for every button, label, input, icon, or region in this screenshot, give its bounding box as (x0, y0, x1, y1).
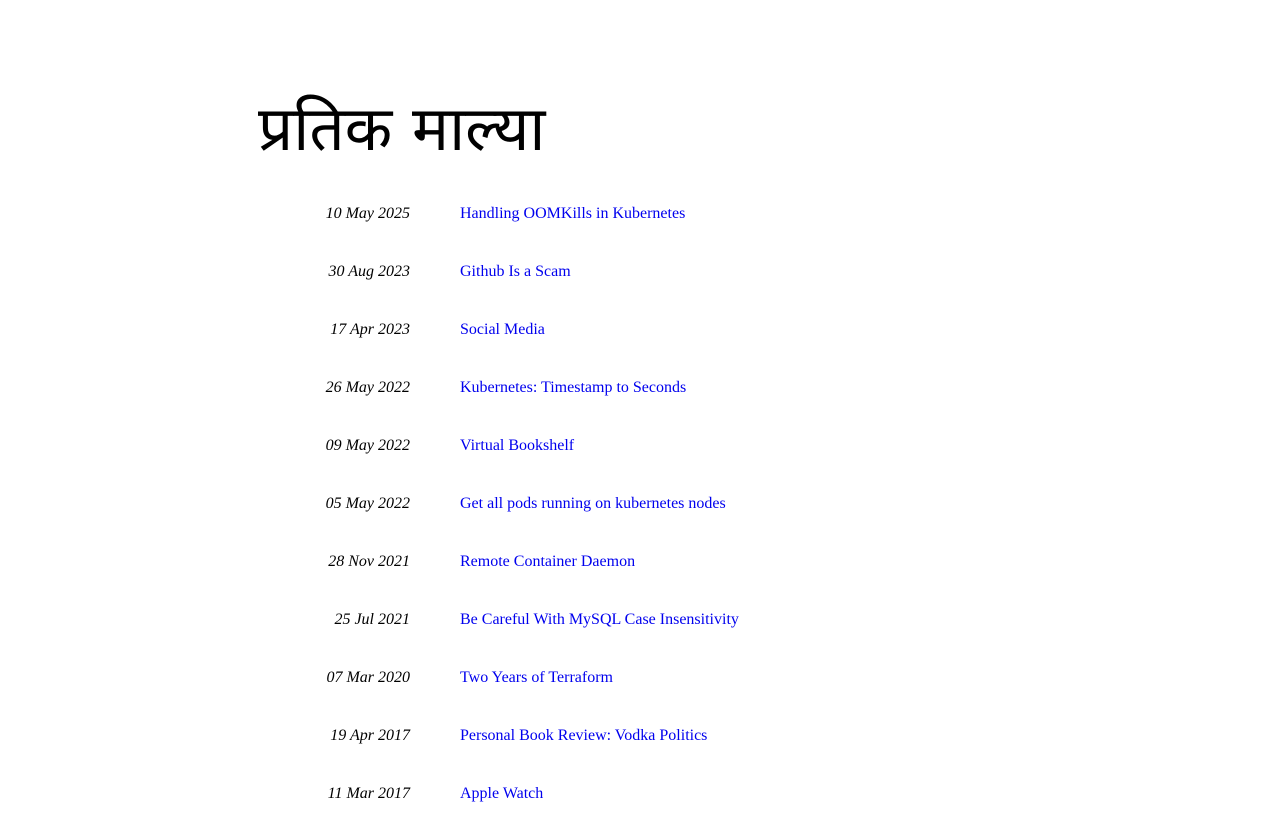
post-link[interactable]: Get all pods running on kubernetes nodes (460, 495, 726, 512)
post-link[interactable]: Two Years of Terraform (460, 669, 613, 686)
post-date: 28 Nov 2021 (328, 553, 410, 570)
post-list-item (0, 548, 1280, 606)
site-title: प्रतिक माल्या (258, 92, 546, 165)
post-list-item (0, 490, 1280, 548)
post-list-item (0, 432, 1280, 490)
post-link[interactable]: Github Is a Scam (460, 263, 571, 280)
post-link[interactable]: Social Media (460, 321, 545, 338)
post-link[interactable]: Virtual Bookshelf (460, 437, 575, 454)
post-list-item (0, 374, 1280, 432)
post-link[interactable]: Remote Container Daemon (460, 553, 636, 570)
post-list-item (0, 200, 1280, 258)
post-link[interactable]: Personal Book Review: Vodka Politics (460, 727, 708, 744)
post-date: 11 Mar 2017 (327, 785, 410, 802)
post-list-item (0, 722, 1280, 780)
post-list-item (0, 316, 1280, 374)
post-date: 25 Jul 2021 (334, 611, 410, 628)
post-date: 17 Apr 2023 (330, 321, 410, 338)
post-list-item (0, 606, 1280, 664)
post-date: 19 Apr 2017 (330, 727, 410, 744)
post-link[interactable]: Handling OOMKills in Kubernetes (460, 205, 686, 222)
post-link[interactable]: Apple Watch (460, 785, 544, 802)
post-link[interactable]: Be Careful With MySQL Case Insensitivity (460, 611, 739, 628)
post-date: 05 May 2022 (325, 495, 410, 512)
post-date: 10 May 2025 (325, 205, 410, 222)
post-date: 30 Aug 2023 (328, 263, 410, 280)
post-list-item (0, 664, 1280, 722)
post-date: 26 May 2022 (325, 379, 410, 396)
post-link[interactable]: Kubernetes: Timestamp to Seconds (460, 379, 687, 396)
post-date: 07 Mar 2020 (326, 669, 410, 686)
post-list-item (0, 780, 1280, 838)
post-date: 09 May 2022 (325, 437, 410, 454)
post-list-item (0, 258, 1280, 316)
post-list (0, 200, 1280, 838)
